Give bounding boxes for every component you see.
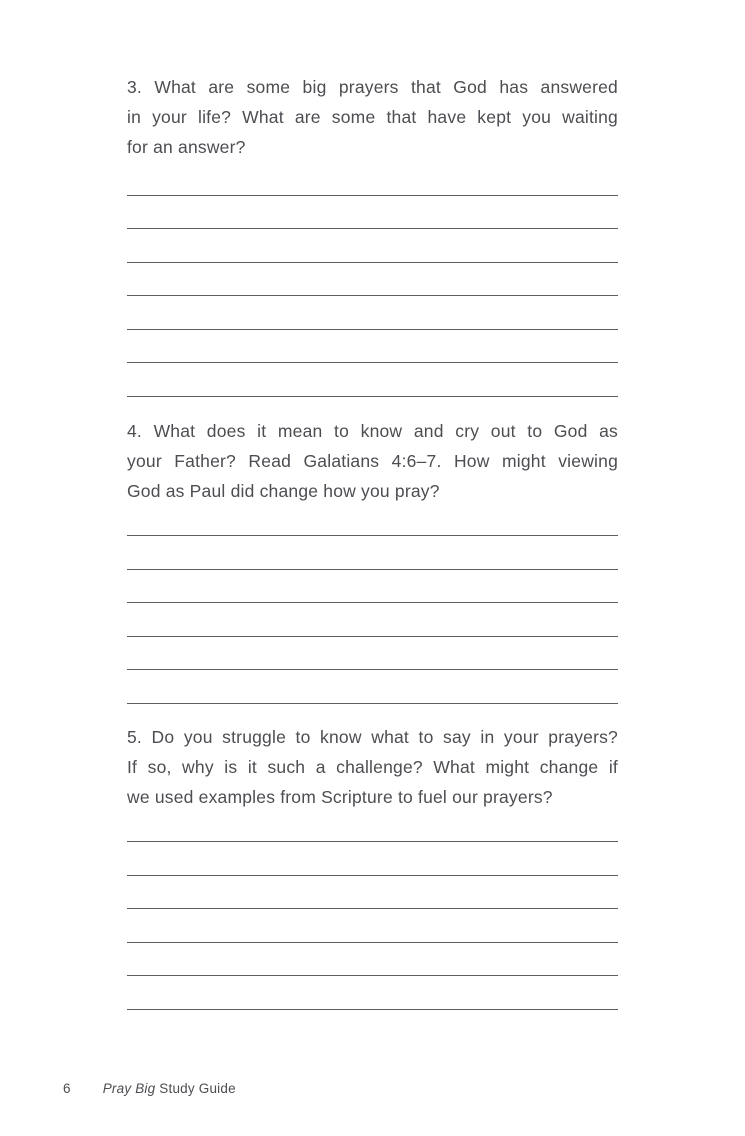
answer-line — [127, 842, 618, 876]
answer-line — [127, 670, 618, 704]
answer-line — [127, 603, 618, 637]
question-text — [127, 416, 618, 506]
question-block-5 — [127, 722, 618, 1010]
answer-line — [127, 809, 618, 843]
question-text-line: 5. Do you struggle to know what to say in your prayers? — [127, 726, 618, 747]
footer-title — [103, 1081, 236, 1096]
footer-title-rest: Study Guide — [155, 1081, 236, 1096]
answer-lines — [127, 809, 618, 1010]
question-text-line: your Father? Read Galatians 4:6–7. How might viewing — [127, 450, 618, 471]
question-text-line: God as Paul did change how you pray? — [127, 480, 440, 501]
question-text-line: 3. What are some big prayers that God has answered — [127, 77, 618, 97]
answer-line — [127, 162, 618, 196]
question-block-3 — [127, 72, 618, 397]
question-block-4 — [127, 416, 618, 704]
question-text-line: we used examples from Scripture to fuel our prayers? — [127, 786, 553, 807]
page-number: 6 — [63, 1081, 71, 1096]
answer-line — [127, 196, 618, 230]
question-text — [127, 72, 618, 162]
answer-line — [127, 976, 618, 1010]
question-text-line: in your life? What are some that have kept you waiting — [127, 107, 618, 127]
question-text-line: for an answer? — [127, 137, 246, 157]
answer-line — [127, 570, 618, 604]
answer-line — [127, 637, 618, 671]
answer-line — [127, 876, 618, 910]
answer-line — [127, 909, 618, 943]
question-text-line: 4. What does it mean to know and cry out to God as — [127, 420, 618, 441]
book-title: Pray Big — [102, 1081, 156, 1096]
answer-line — [127, 503, 618, 537]
answer-line — [127, 363, 618, 397]
answer-line — [127, 330, 618, 364]
answer-line — [127, 943, 618, 977]
answer-line — [127, 263, 618, 297]
answer-lines — [127, 503, 618, 704]
question-text-line: If so, why is it such a challenge? What might change if — [127, 756, 618, 777]
answer-line — [127, 536, 618, 570]
page-footer — [63, 1080, 236, 1097]
answer-lines — [127, 162, 618, 397]
question-text — [127, 722, 618, 812]
page-content — [127, 0, 618, 1010]
answer-line — [127, 296, 618, 330]
answer-line — [127, 229, 618, 263]
